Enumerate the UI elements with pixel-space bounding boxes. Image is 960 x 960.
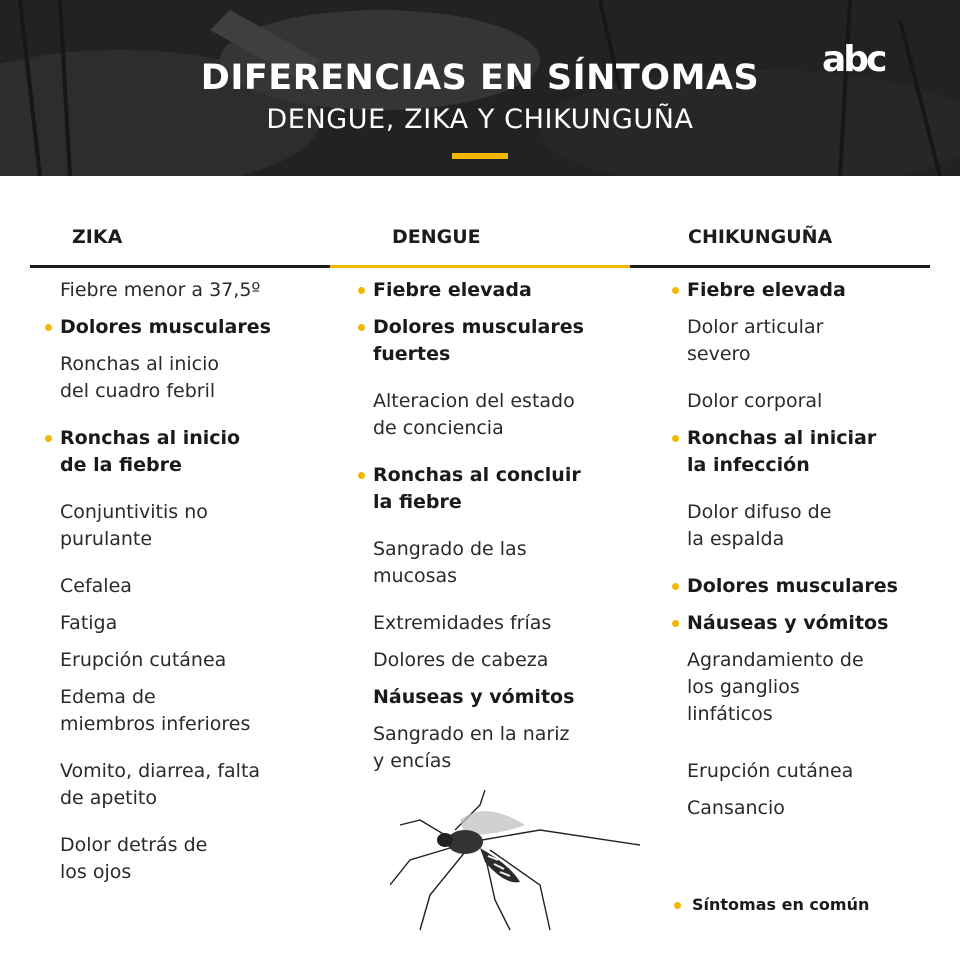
symptom-item: Cefalea xyxy=(60,575,132,597)
page-title: DIFERENCIAS EN SÍNTOMAS xyxy=(200,58,760,98)
symptom-item: Sangrado en la nariz y encías xyxy=(373,723,570,772)
mosquito-illustration xyxy=(390,790,660,940)
symptom-item: Fatiga xyxy=(60,612,118,634)
symptom-item: Extremidades frías xyxy=(373,612,552,634)
symptom-item: Dolores musculares xyxy=(687,575,898,597)
title-underline xyxy=(452,153,508,159)
column-rule-dengue xyxy=(330,265,630,268)
symptom-item: Fiebre elevada xyxy=(687,279,846,301)
symptom-item: Erupción cutánea xyxy=(687,760,854,782)
symptom-item: Dolor articular severo xyxy=(687,316,824,365)
symptom-item: Dolores de cabeza xyxy=(373,649,549,671)
symptom-item: Vomito, diarrea, falta de apetito xyxy=(60,760,261,809)
symptom-item: Erupción cutánea xyxy=(60,649,227,671)
symptom-item: Ronchas al inicio de la fiebre xyxy=(60,427,241,476)
common-symptom-dot xyxy=(672,620,679,627)
header-banner xyxy=(0,0,960,176)
common-symptom-dot xyxy=(358,287,365,294)
symptom-item: Náuseas y vómitos xyxy=(373,686,575,708)
symptom-item: Dolor corporal xyxy=(687,390,823,412)
symptom-item: Edema de miembros inferiores xyxy=(60,686,251,735)
common-symptom-dot xyxy=(358,472,365,479)
symptom-item: Sangrado de las mucosas xyxy=(373,538,527,587)
column-heading-zika: ZIKA xyxy=(72,226,123,248)
symptom-item: Cansancio xyxy=(687,797,785,819)
symptom-item: Dolor detrás de los ojos xyxy=(60,834,208,883)
common-symptom-dot xyxy=(45,324,52,331)
symptom-item: Ronchas al iniciar la infección xyxy=(687,427,877,476)
column-heading-chikungunya: CHIKUNGUÑA xyxy=(688,226,833,248)
symptom-item: Fiebre menor a 37,5º xyxy=(60,279,261,301)
symptom-item: Ronchas al concluir la fiebre xyxy=(373,464,581,513)
symptom-item: Dolor difuso de la espalda xyxy=(687,501,832,550)
common-symptom-dot xyxy=(672,583,679,590)
symptom-item: Náuseas y vómitos xyxy=(687,612,889,634)
legend-dot xyxy=(674,902,681,909)
symptom-item: Ronchas al inicio del cuadro febril xyxy=(60,353,219,402)
legend-label: Síntomas en común xyxy=(692,895,870,914)
symptom-item: Conjuntivitis no purulante xyxy=(60,501,208,550)
symptom-item: Agrandamiento de los ganglios linfáticos xyxy=(687,649,864,725)
common-symptom-dot xyxy=(672,435,679,442)
symptom-item: Dolores musculares fuertes xyxy=(373,316,584,365)
common-symptom-dot xyxy=(358,324,365,331)
symptom-item: Dolores musculares xyxy=(60,316,271,338)
symptom-item: Alteracion del estado de conciencia xyxy=(373,390,575,439)
common-symptom-dot xyxy=(672,287,679,294)
column-rule-zika xyxy=(30,265,330,268)
column-heading-dengue: DENGUE xyxy=(392,226,481,248)
common-symptom-dot xyxy=(45,435,52,442)
page-subtitle: DENGUE, ZIKA Y CHIKUNGUÑA xyxy=(266,104,694,135)
symptom-item: Fiebre elevada xyxy=(373,279,532,301)
abc-logo: abc xyxy=(822,39,885,80)
column-rule-chikungunya xyxy=(630,265,930,268)
